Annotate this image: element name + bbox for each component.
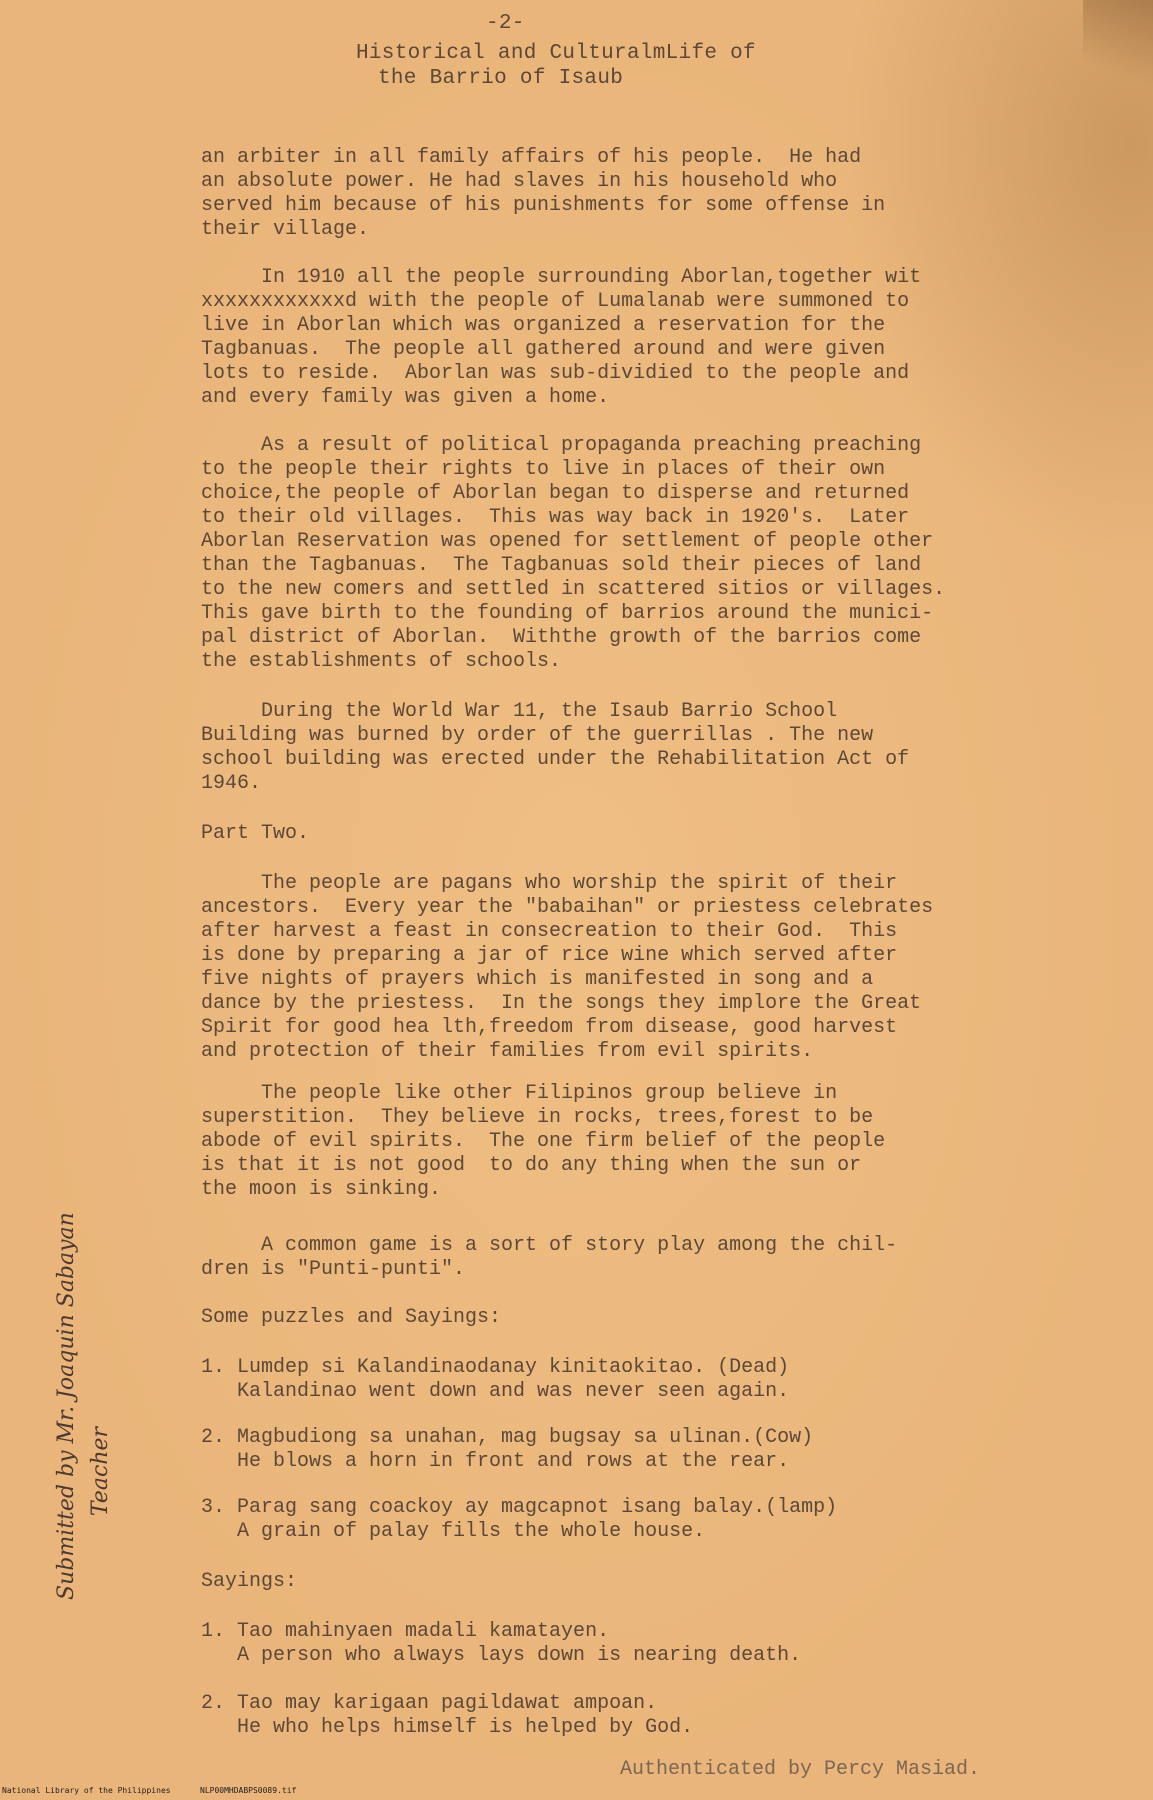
paragraph-arbiter: an arbiter in all family affairs of his people. He had an absolute power. He had slaves in his household who served him because of his punishments for some offense in their village. (201, 146, 886, 241)
footer-file-name: NLP00MHDABPS0089.tif (200, 1786, 297, 1795)
saying-1: 1. Tao mahinyaen madali kamatayen. A person who always lays down is nearing death. (201, 1620, 802, 1667)
paragraph-world-war: During the World War 11, the Isaub Barrio School Building was burned by order of the guerrillas . The new school building was erected under the Rehabilitation Act of 1946. (201, 700, 910, 795)
page-number: -2- (486, 12, 525, 35)
header-title-line-2: the Barrio of Isaub (378, 67, 624, 90)
authentication-line: Authenticated by Percy Masiad. (620, 1758, 981, 1781)
heading-part-two: Part Two. (201, 822, 310, 845)
puzzle-2: 2. Magbudiong sa unahan, mag bugsay sa ulinan.(Cow) He blows a horn in front and rows at the rear. (201, 1426, 814, 1473)
paragraph-common-game: A common game is a sort of story play among the chil- dren is "Punti-punti". (201, 1234, 898, 1281)
handwritten-side-note: Submitted by Mr. Joaquin Sabayan Teacher (54, 1212, 113, 1600)
heading-puzzles-sayings: Some puzzles and Sayings: (201, 1306, 502, 1329)
paragraph-pagans: The people are pagans who worship the spirit of their ancestors. Every year the "babaihan" or priestess celebrates after harvest a feast in consecreation to their God. This is done by preparing a jar of rice wine which served after five nights of prayers which is manifested in song and a dance by the priestess. In the songs they implore the Great Spirit for good hea lth,freedom from disease, good harvest and protection of their families from evil spirits. (201, 872, 934, 1063)
paragraph-1910: In 1910 all the people surrounding Aborlan,together wit xxxxxxxxxxxxd with the people of Lumalanab were summoned to live in Aborlan which was organized a reservation for the Tagbanuas. The people all gathered around and were given lots to reside. Aborlan was sub-dividied to the people and and every family was given a home. (201, 266, 922, 409)
header-title-line-1: Historical and CulturalmLife of (356, 42, 756, 65)
puzzle-1: 1. Lumdep si Kalandinaodanay kinitaokitao. (Dead) Kalandinao went down and was never seen again. (201, 1356, 790, 1403)
heading-sayings: Sayings: (201, 1570, 298, 1593)
puzzle-3: 3. Parag sang coackoy ay magcapnot isang balay.(lamp) A grain of palay fills the whole house. (201, 1496, 838, 1543)
paragraph-political-propaganda: As a result of political propaganda preaching preaching to the people their rights to live in places of their own choice,the people of Aborlan began to disperse and returned to their old villages. This was way back in 1920's. Later Aborlan Reservation was opened for settlement of people other than the Tagbanuas. The Tagbanuas sold their pieces of land to the new comers and settled in scattered sitios or villages. This gave birth to the founding of barrios around the munici- pal district of Aborlan. Withthe growth of the barrios come the establishments of schools. (201, 434, 946, 673)
paragraph-superstition: The people like other Filipinos group believe in superstition. They believe in rocks, trees,forest to be abode of evil spirits. The one firm belief of the people is that it is not good to do any thing when the sun or the moon is sinking. (201, 1082, 886, 1201)
paper-stain (1083, 0, 1153, 120)
footer-library-name: National Library of the Philippines (2, 1786, 171, 1795)
saying-2: 2. Tao may karigaan pagildawat ampoan. He who helps himself is helped by God. (201, 1692, 694, 1739)
